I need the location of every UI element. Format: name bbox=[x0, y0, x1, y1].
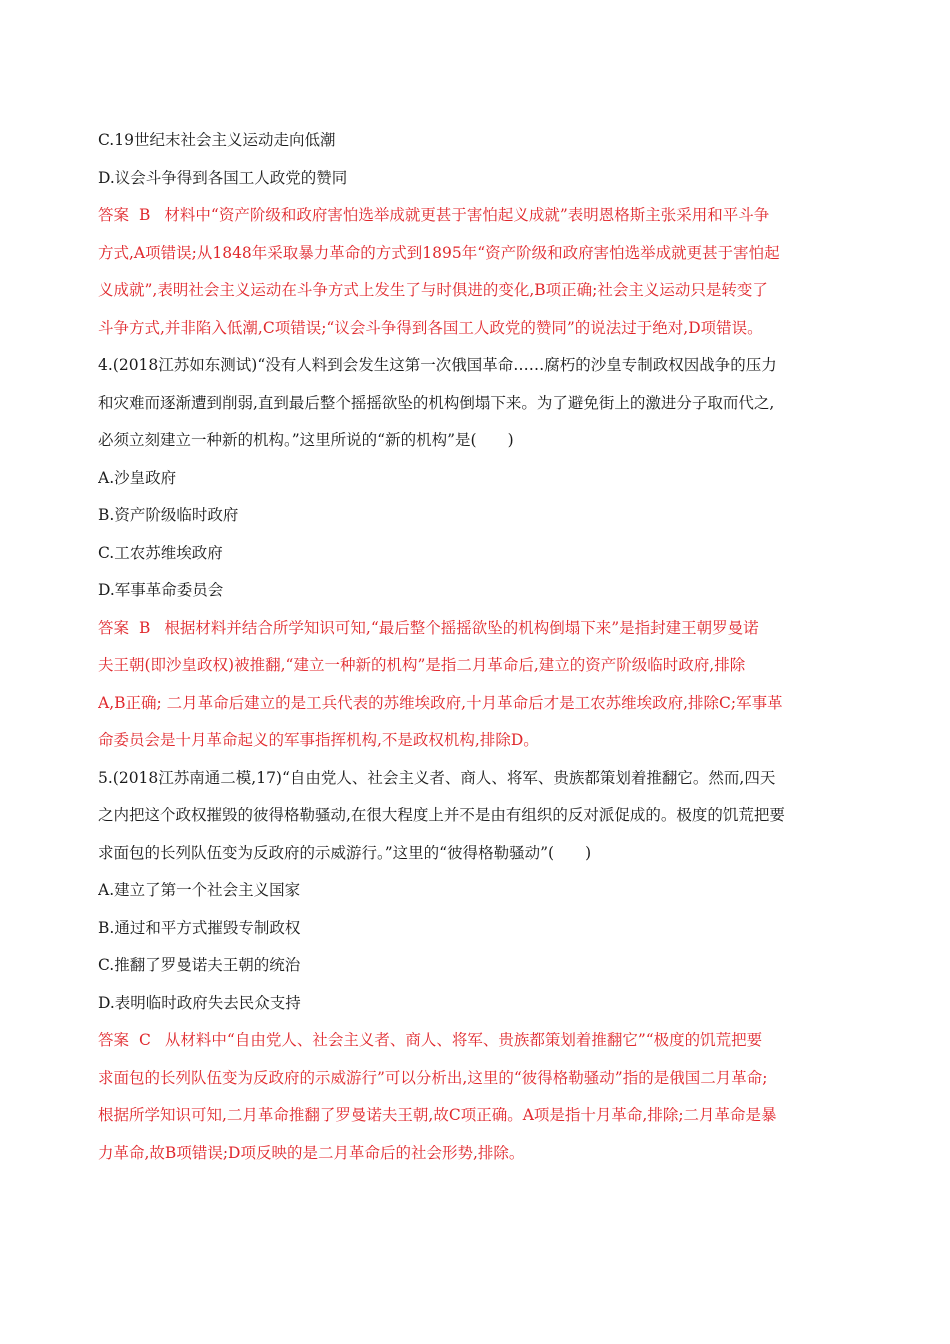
q5-stem-2: 之内把这个政权摧毁的彼得格勒骚动,在很大程度上并不是由有组织的反对派促成的。极度的饥荒把要 bbox=[98, 806, 785, 824]
q5-explanation-1: 从材料中“自由党人、社会主义者、商人、将军、贵族都策划着推翻它”“极度的饥荒把要 bbox=[164, 1031, 763, 1049]
q4-option-c: C.工农苏维埃政府 bbox=[98, 543, 223, 562]
q3-option-c: C.19世纪末社会主义运动走向低潮 bbox=[98, 131, 336, 149]
q5-option-d: D.表明临时政府失去民众支持 bbox=[98, 993, 301, 1012]
q5-option-b: B.通过和平方式摧毁专制政权 bbox=[98, 918, 301, 937]
q4-answer-key: B bbox=[139, 618, 151, 637]
q3-explanation-1: 材料中“资产阶级和政府害怕选举成就更甚于害怕起义成就”表明恩格斯主张采用和平斗争 bbox=[164, 206, 770, 224]
q5-answer-label: 答案 bbox=[98, 1031, 130, 1049]
document-page bbox=[98, 122, 854, 1172]
q3-explanation-4: 斗争方式,并非陷入低潮,C项错误;“议会斗争得到各国工人政党的赞同”的说法过于绝对,D项错误。 bbox=[98, 318, 763, 337]
q5-stem-3: 求面包的长列队伍变为反政府的示威游行。”这里的“彼得格勒骚动”( ) bbox=[98, 843, 592, 862]
q4-answer-label: 答案 bbox=[98, 618, 130, 637]
q4-option-d: D.军事革命委员会 bbox=[98, 581, 224, 599]
q4-stem-1: 4.(2018江苏如东测试)“没有人料到会发生这第一次俄国革命……腐朽的沙皇专制政权因战争的压力 bbox=[98, 356, 777, 374]
q3-explanation-2: 方式,A项错误;从1848年采取暴力革命的方式到1895年“资产阶级和政府害怕选举成就更甚于害怕起 bbox=[98, 243, 780, 262]
q5-option-a: A.建立了第一个社会主义国家 bbox=[98, 881, 301, 899]
q4-explanation-4: 命委员会是十月革命起义的军事指挥机构,不是政权机构,排除D。 bbox=[98, 731, 539, 749]
q5-explanation-3: 根据所学知识可知,二月革命推翻了罗曼诺夫王朝,故C项正确。A项是指十月革命,排除;二月革命是暴 bbox=[98, 1106, 777, 1124]
q3-explanation-3: 义成就”,表明社会主义运动在斗争方式上发生了与时俱进的变化,B项正确;社会主义运动只是转变了 bbox=[98, 281, 768, 299]
q3-answer-label: 答案 bbox=[98, 206, 130, 224]
q5-stem-1: 5.(2018江苏南通二模,17)“自由党人、社会主义者、商人、将军、贵族都策划着推翻它。然而,四天 bbox=[98, 768, 776, 787]
q4-stem-3: 必须立刻建立一种新的机构。”这里所说的“新的机构”是( ) bbox=[98, 431, 514, 449]
q5-answer-line-1 bbox=[98, 1022, 854, 1060]
q4-stem-2: 和灾难而逐渐遭到削弱,直到最后整个摇摇欲坠的机构倒塌下来。为了避免街上的激进分子取而代之, bbox=[98, 393, 775, 412]
q4-explanation-2: 夫王朝(即沙皇政权)被推翻,“建立一种新的机构”是指二月革命后,建立的资产阶级临时政府,排除 bbox=[98, 656, 746, 674]
q5-explanation-4: 力革命,故B项错误;D项反映的是二月革命后的社会形势,排除。 bbox=[98, 1143, 525, 1162]
q5-option-c: C.推翻了罗曼诺夫王朝的统治 bbox=[98, 956, 301, 974]
q4-explanation-1: 根据材料并结合所学知识可知,“最后整个摇摇欲坠的机构倒塌下来”是指封建王朝罗曼诺 bbox=[164, 618, 759, 637]
q5-answer-key: C bbox=[139, 1031, 151, 1049]
q3-option-d: D.议会斗争得到各国工人政党的赞同 bbox=[98, 168, 348, 187]
q3-answer-line-1 bbox=[98, 197, 854, 235]
q5-explanation-2: 求面包的长列队伍变为反政府的示威游行”可以分析出,这里的“彼得格勒骚动”指的是俄国二月革命; bbox=[98, 1068, 768, 1087]
q3-answer-key: B bbox=[139, 206, 151, 224]
q4-answer-line-1 bbox=[98, 610, 854, 648]
q4-option-a: A.沙皇政府 bbox=[98, 468, 177, 487]
q4-explanation-3: A,B正确; 二月革命后建立的是工兵代表的苏维埃政府,十月革命后才是工农苏维埃政府,排除C;军事革 bbox=[98, 693, 783, 712]
q4-option-b: B.资产阶级临时政府 bbox=[98, 506, 239, 524]
